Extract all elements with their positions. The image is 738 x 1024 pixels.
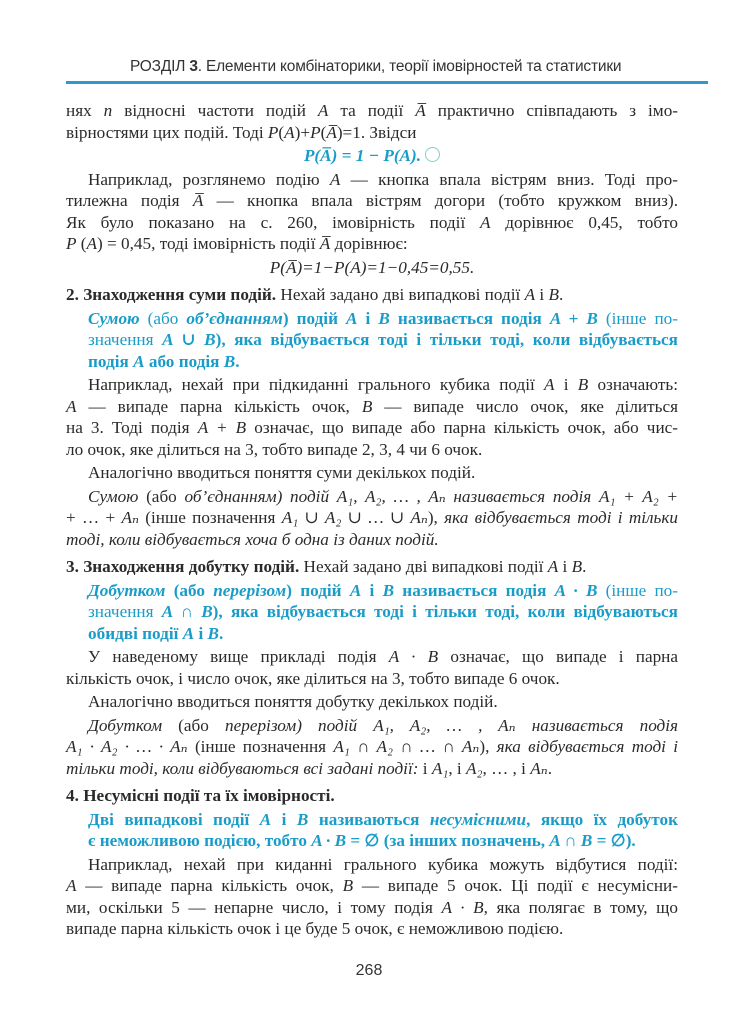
text-line bbox=[66, 233, 678, 255]
text-line bbox=[66, 854, 678, 876]
text-run: ) подій bbox=[282, 308, 347, 328]
text-run: A₂ bbox=[465, 758, 483, 778]
text-line bbox=[66, 486, 678, 508]
text-run: — випаде парна кількість очок, bbox=[76, 876, 343, 895]
text-line bbox=[66, 284, 678, 306]
text-run: A · B bbox=[441, 897, 484, 917]
text-run: практично співпадають з імо- bbox=[425, 101, 679, 120]
text-run: ) подій bbox=[286, 580, 350, 600]
text-run: B bbox=[571, 557, 583, 576]
text-run: означає, що випаде і парна bbox=[438, 647, 679, 666]
formula-block bbox=[66, 257, 678, 279]
text-run: (або bbox=[162, 715, 225, 735]
text-run: A ∪ B bbox=[162, 330, 216, 349]
page-content bbox=[66, 100, 678, 942]
text-line bbox=[88, 809, 678, 831]
text-run: A bbox=[547, 557, 559, 576]
text-line bbox=[66, 785, 678, 807]
text-run: Aₙ bbox=[121, 508, 139, 527]
text-run: ло очок, яке ділиться на 3, тобто випаде 2, 3, 4 чи 6 очок. bbox=[66, 439, 483, 459]
text-run: Сумою bbox=[88, 308, 140, 328]
para-block bbox=[66, 854, 678, 940]
text-run: ), яка відбувається тоді і тільки тоді, коли відбуваються bbox=[212, 602, 678, 621]
text-run: B bbox=[296, 809, 309, 829]
text-run: і bbox=[271, 809, 297, 829]
text-run: A₁ + A₂ + bbox=[598, 486, 679, 506]
text-run: Добутком bbox=[88, 715, 163, 735]
text-line bbox=[66, 875, 678, 897]
text-line bbox=[88, 329, 678, 351]
text-line bbox=[66, 145, 678, 167]
text-run: A ∩ B bbox=[549, 831, 593, 850]
text-run: (або bbox=[138, 486, 185, 506]
text-run: і bbox=[535, 285, 549, 304]
text-run: тоді, коли відбувається хоча б одна із даних подій. bbox=[66, 529, 439, 549]
text-run: ) = 0,45, тоді імовірність події bbox=[97, 234, 320, 253]
text-run: перерізом bbox=[225, 715, 297, 735]
text-run: . bbox=[219, 623, 224, 643]
heading-block bbox=[66, 785, 678, 807]
text-run: — кнопка впала вістрям догори (тобто кружком вниз). bbox=[203, 191, 678, 210]
text-line bbox=[66, 668, 678, 690]
text-run: Наприклад, нехай при киданні грального кубика можуть відбутися події: bbox=[88, 854, 678, 874]
text-run: та події bbox=[328, 101, 416, 120]
text-line bbox=[66, 169, 678, 191]
text-run: Дві випадкові події bbox=[88, 809, 260, 829]
text-line bbox=[88, 308, 678, 330]
text-run: A̅ bbox=[326, 122, 337, 142]
text-run: A bbox=[524, 285, 536, 304]
text-run: випаде парна кількість очок і це буде 5 очок, є неможливою подією. bbox=[66, 919, 564, 938]
text-run: B bbox=[342, 876, 354, 895]
text-line bbox=[66, 691, 678, 713]
text-run: Аналогічно вводиться поняття суми декількох подій. bbox=[88, 463, 476, 482]
text-run: і bbox=[554, 375, 578, 394]
text-run: ) подій bbox=[276, 486, 337, 506]
text-run: . bbox=[558, 285, 564, 304]
text-run: A · B bbox=[388, 647, 439, 666]
text-run: B bbox=[577, 375, 589, 394]
text-line bbox=[88, 351, 678, 373]
text-line bbox=[88, 830, 678, 852]
text-run: A bbox=[349, 580, 362, 600]
text-line bbox=[66, 374, 678, 396]
text-run: A₁, A₂, … , Aₙ bbox=[373, 715, 516, 735]
text-run: У наведеному вище прикладі подія bbox=[88, 647, 389, 666]
text-run: P bbox=[310, 122, 321, 142]
text-run: ), яка відбувається тоді і тільки тоді, коли відбувається bbox=[215, 330, 678, 349]
text-run: ( bbox=[320, 122, 327, 142]
text-run: тилежна подія bbox=[66, 191, 193, 210]
text-run: A₁ ∩ A₂ ∩ … ∩ Aₙ bbox=[333, 737, 480, 756]
circle-marker-icon bbox=[425, 147, 440, 162]
text-run: називається подія bbox=[394, 580, 555, 600]
text-run: A bbox=[66, 876, 77, 895]
text-run: (або bbox=[139, 308, 187, 328]
text-line bbox=[66, 100, 678, 122]
text-run: B bbox=[223, 351, 236, 371]
text-run: A bbox=[182, 623, 195, 643]
heading-block bbox=[66, 284, 678, 306]
text-run: A₁, A₂, … , Aₙ bbox=[336, 486, 446, 506]
text-line bbox=[66, 646, 678, 668]
text-run: на 3. Тоді подія bbox=[66, 418, 198, 437]
text-run: A₁ ∪ A₂ ∪ … ∪ Aₙ bbox=[281, 508, 428, 527]
text-run: A₁ · A₂ · … · Aₙ bbox=[66, 737, 188, 756]
text-run: — випаде число очок, яке ділиться bbox=[372, 396, 678, 416]
text-run: A ∩ B bbox=[161, 602, 213, 621]
text-run: P bbox=[267, 122, 279, 142]
text-run: означає, що випаде або парна кількість очок, або чис- bbox=[246, 418, 678, 437]
text-line bbox=[66, 122, 678, 144]
text-run: A̅ bbox=[415, 101, 426, 120]
text-run: A₁ bbox=[431, 758, 449, 778]
text-run: )=1. Звідси bbox=[336, 122, 417, 142]
text-run: — кнопка впала вістрям вниз. Тоді про- bbox=[340, 169, 678, 189]
text-run: і bbox=[558, 557, 572, 576]
text-run: . bbox=[235, 351, 240, 371]
text-run: ( bbox=[76, 234, 87, 253]
text-line bbox=[66, 507, 678, 529]
text-run: яка відбувається тоді і тільки bbox=[444, 508, 678, 527]
text-run: + … + bbox=[66, 508, 122, 527]
text-line bbox=[88, 580, 678, 602]
text-run: Нехай задано дві випадкові події bbox=[299, 557, 548, 576]
running-header bbox=[130, 58, 621, 76]
text-run: . bbox=[582, 557, 587, 576]
text-run: називається подія bbox=[445, 486, 599, 506]
text-run: A bbox=[66, 396, 77, 416]
text-line bbox=[66, 417, 678, 439]
text-run: об’єднанням bbox=[186, 308, 283, 328]
text-line bbox=[66, 758, 678, 780]
text-run: Aₙ bbox=[530, 758, 548, 778]
text-run: 4. Несумісні події та їх імовірності. bbox=[66, 786, 335, 805]
text-run: A + B bbox=[549, 308, 598, 328]
text-run: тільки тоді, коли відбуваються всі задані події: bbox=[66, 758, 419, 778]
cont-block bbox=[66, 100, 678, 143]
text-line bbox=[66, 736, 678, 758]
para-block bbox=[66, 374, 678, 460]
text-line bbox=[66, 190, 678, 212]
text-run: A bbox=[133, 351, 145, 371]
text-run: — випаде парна кількість очок, bbox=[76, 396, 362, 416]
text-run: B bbox=[361, 396, 373, 416]
text-line bbox=[66, 462, 678, 484]
text-run: B bbox=[378, 308, 390, 328]
text-run: B bbox=[548, 285, 559, 304]
text-run: P(A̅)=1−P(A)=1−0,45=0,55. bbox=[269, 257, 475, 277]
text-run: і bbox=[418, 758, 432, 778]
text-run: , якщо їх добуток bbox=[526, 809, 678, 829]
text-run: , яка полягає в тому, що bbox=[483, 897, 678, 917]
text-run: Аналогічно вводиться поняття добутку декількох подій. bbox=[88, 692, 498, 711]
text-run: нях bbox=[66, 101, 104, 120]
text-run: (інше по- bbox=[597, 308, 678, 328]
text-run: )+ bbox=[294, 122, 311, 142]
text-run: відносні частоти подій bbox=[112, 101, 318, 120]
text-run: A bbox=[259, 809, 272, 829]
text-run: обидві події bbox=[88, 623, 183, 643]
text-run: = ∅). bbox=[592, 831, 636, 850]
text-run: n bbox=[103, 101, 113, 120]
section-number: 3 bbox=[189, 58, 198, 75]
text-run: Наприклад, розглянемо подію bbox=[88, 169, 330, 189]
text-line bbox=[66, 212, 678, 234]
text-line bbox=[66, 715, 678, 737]
text-run: Добутком bbox=[88, 580, 166, 600]
text-line bbox=[66, 529, 678, 551]
text-line bbox=[88, 623, 678, 645]
text-run: ) подій bbox=[296, 715, 374, 735]
text-run: називаються bbox=[308, 809, 430, 829]
text-run: перерізом bbox=[213, 580, 287, 600]
text-run: A bbox=[544, 375, 555, 394]
text-run: дорівнює 0,45, тобто bbox=[490, 212, 678, 232]
text-run: A bbox=[284, 122, 295, 142]
text-run: ( bbox=[278, 122, 285, 142]
text-run: або подія bbox=[144, 351, 224, 371]
text-run: A + B bbox=[197, 418, 247, 437]
text-run: 2. Знаходження суми подій. bbox=[66, 285, 277, 304]
text-run: — випаде 5 очок. Ці події є несумісни- bbox=[353, 876, 678, 895]
text-run: , і bbox=[448, 758, 466, 778]
text-run: B bbox=[382, 580, 395, 600]
text-run: вірностями цих подій. Тоді bbox=[66, 122, 268, 142]
text-run: і bbox=[361, 580, 383, 600]
text-run: A̅ bbox=[192, 191, 204, 210]
text-run: A · B bbox=[311, 831, 347, 850]
text-run: = ∅ (за інших позначень, bbox=[346, 831, 550, 850]
text-line bbox=[66, 556, 678, 578]
text-run: A bbox=[329, 169, 341, 189]
text-run: називається подія bbox=[389, 308, 550, 328]
text-run: ), bbox=[479, 737, 497, 756]
def-block bbox=[66, 308, 678, 373]
text-run: об’єднанням bbox=[184, 486, 277, 506]
text-run: і bbox=[194, 623, 208, 643]
text-run: A bbox=[480, 212, 491, 232]
text-run: ми, оскільки 5 — непарне число, і тому подія bbox=[66, 897, 442, 917]
para-block bbox=[66, 169, 678, 255]
para-block bbox=[66, 715, 678, 780]
text-run: P(A̅) = 1 − P(A). bbox=[303, 146, 422, 165]
text-run: називається подія bbox=[515, 715, 679, 735]
text-run: дорівнює: bbox=[330, 234, 408, 253]
section-label: РОЗДІЛ bbox=[130, 58, 186, 75]
heading-block bbox=[66, 556, 678, 578]
text-run: значення bbox=[88, 330, 163, 349]
text-run: несумісними bbox=[429, 809, 527, 829]
text-line bbox=[88, 601, 678, 623]
text-run: Нехай задано дві випадкові події bbox=[276, 285, 525, 304]
header-rule bbox=[66, 81, 708, 84]
text-run: і bbox=[357, 308, 379, 328]
text-line bbox=[66, 396, 678, 418]
text-run: B bbox=[207, 623, 219, 643]
text-run: (інше позначення bbox=[187, 737, 334, 756]
para-block bbox=[66, 646, 678, 689]
text-run: A · B bbox=[554, 580, 598, 600]
para-block bbox=[66, 691, 678, 713]
text-run: (інше позначення bbox=[138, 508, 282, 527]
text-run: A bbox=[86, 234, 98, 253]
text-run: Сумою bbox=[88, 486, 139, 506]
text-run: P bbox=[66, 234, 77, 253]
text-run: . bbox=[547, 758, 552, 778]
text-run: означають: bbox=[588, 375, 678, 394]
text-run: кількість очок, і число очок, яке ділиться на 3, тобто випаде 6 очок. bbox=[66, 668, 560, 688]
def-block bbox=[66, 580, 678, 645]
text-run: (інше по- bbox=[597, 580, 678, 600]
section-title: . Елементи комбінаторики, теорії імовірностей та статистики bbox=[197, 58, 622, 75]
text-line bbox=[66, 257, 678, 279]
text-run: A bbox=[317, 101, 329, 120]
text-run: A bbox=[346, 308, 358, 328]
page-number: 268 bbox=[355, 962, 383, 979]
text-run: A̅ bbox=[319, 234, 331, 253]
para-block bbox=[66, 462, 678, 484]
formula-block bbox=[66, 145, 678, 167]
text-run: яка відбувається тоді і bbox=[496, 737, 678, 756]
text-line bbox=[66, 439, 678, 461]
text-run: є неможливою подією, тобто bbox=[88, 831, 312, 850]
text-run: Наприклад, нехай при підкиданні грального кубика події bbox=[88, 375, 545, 394]
text-run: 3. Знаходження добутку подій. bbox=[66, 557, 300, 576]
text-line bbox=[66, 897, 678, 919]
text-run: значення bbox=[88, 602, 162, 621]
text-run: Як було показано на с. 260, імовірність події bbox=[66, 212, 481, 232]
def-block bbox=[66, 809, 678, 852]
text-run: подія bbox=[88, 351, 134, 371]
text-line bbox=[66, 918, 678, 940]
text-run: ), bbox=[427, 508, 445, 527]
text-run: (або bbox=[165, 580, 214, 600]
text-run: , … , і bbox=[482, 758, 531, 778]
para-block bbox=[66, 486, 678, 551]
